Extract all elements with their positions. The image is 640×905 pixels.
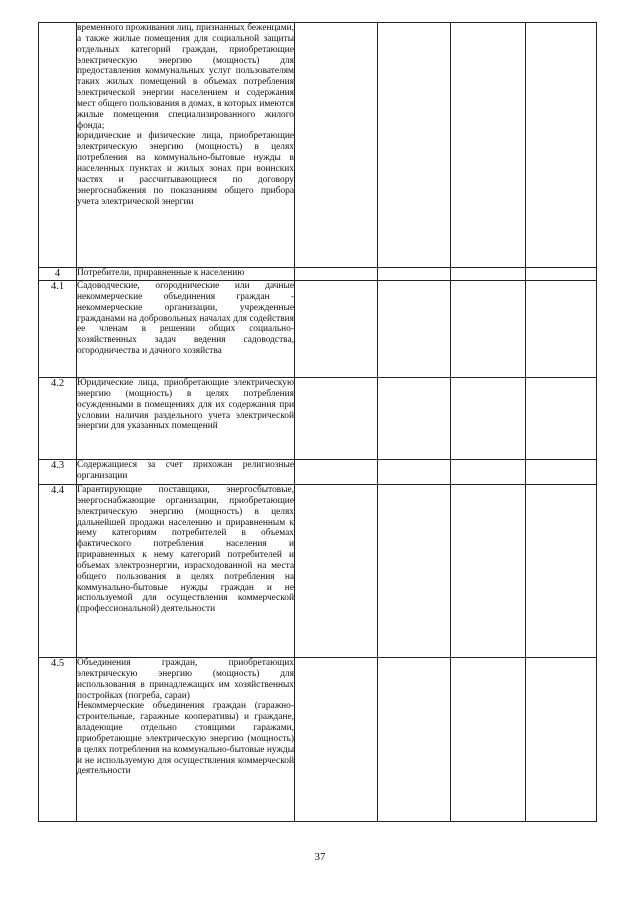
consumer-category-description xyxy=(77,485,295,658)
empty-value-cell xyxy=(451,23,526,268)
description-paragraph: юридические и физические лица, приобретающие электрическую энергию (мощность) в целях потребления на коммунально-бытовые нужды в населенных пунктах и жилых зонах при воинских частях и рассчитывающиеся по договору энергоснабжения по показаниям общего прибора учета электрической энергии xyxy=(77,131,294,207)
row-number xyxy=(39,23,77,268)
description-paragraph: Гарантирующие поставщики, энергосбытовые, энергоснабжающие организации, приобретающие электрическую энергию (мощность) в целях дальнейшей продажи населению и приравненным к нему категориям потребителей в объемах фактического потребления населения и приравненных к нему категорий потребителей и объемах электроэнергии, израсходованной на места общего пользования в целях потребления на коммунально-бытовые нужды граждан и не используемой для осуществления коммерческой (профессиональной) деятельности xyxy=(77,485,294,615)
table-row xyxy=(39,485,597,658)
table-row xyxy=(39,268,597,281)
empty-value-cell xyxy=(295,281,378,378)
description-paragraph: Садоводческие, огороднические или дачные некоммерческие объединения граждан - некоммерческие организации, учрежденные гражданами на добровольных началах для содействия ее членам в решении общих социально-хозяйственных задач ведения садоводства, огородничества и дачного хозяйства xyxy=(77,281,294,357)
table-row xyxy=(39,378,597,460)
empty-value-cell xyxy=(295,378,378,460)
description-paragraph: временного проживания лиц, признанных беженцами, а также жилые помещения для социальной защиты отдельных категорий граждан, приобретающие электрическую энергию (мощность) для предоставления коммунальных услуг пользователям таких жилых помещений в объемах потребления электрической энергии населением и содержания мест общего пользования в домах, в которых имеются жилые помещения специализированного жилого фонда; xyxy=(77,23,294,131)
page-number: 37 xyxy=(314,851,326,863)
description-paragraph: Объединения граждан, приобретающих электрическую энергию (мощность) для использования в принадлежащих им хозяйственных постройках (погреба, сараи) xyxy=(77,658,294,701)
empty-value-cell xyxy=(526,281,597,378)
consumer-category-description xyxy=(77,268,295,281)
consumer-category-description xyxy=(77,658,295,822)
description-paragraph: Юридические лица, приобретающие электрическую энергию (мощность) в целях потребления осужденными в помещениях для их содержания при условии наличия раздельного учета электрической энергии для указанных помещений xyxy=(77,378,294,432)
row-number: 4.2 xyxy=(39,378,77,460)
empty-value-cell xyxy=(451,485,526,658)
empty-value-cell xyxy=(526,23,597,268)
row-number: 4.4 xyxy=(39,485,77,658)
empty-value-cell xyxy=(451,268,526,281)
empty-value-cell xyxy=(378,485,451,658)
table-body xyxy=(39,23,597,822)
empty-value-cell xyxy=(295,460,378,485)
empty-value-cell xyxy=(378,658,451,822)
table-row xyxy=(39,460,597,485)
empty-value-cell xyxy=(378,281,451,378)
empty-value-cell xyxy=(526,658,597,822)
consumer-category-description xyxy=(77,281,295,378)
empty-value-cell xyxy=(378,268,451,281)
row-number: 4 xyxy=(39,268,77,281)
empty-value-cell xyxy=(526,378,597,460)
table-row xyxy=(39,658,597,822)
description-paragraph: Потребители, приравненные к населению xyxy=(77,268,245,278)
empty-value-cell xyxy=(451,281,526,378)
description-paragraph: Некоммерческие объединения граждан (гаражно-строительные, гаражные кооперативы) и граждане, владеющие отдельно стоящими гаражами, приобретающие электрическую энергию (мощность) в целях потребления на коммунально-бытовые нужды и не используемую для осуществления коммерческой деятельности xyxy=(77,701,294,777)
empty-value-cell xyxy=(451,460,526,485)
tariff-consumer-table xyxy=(38,22,597,822)
empty-value-cell xyxy=(295,23,378,268)
row-number: 4.5 xyxy=(39,658,77,822)
row-number: 4.3 xyxy=(39,460,77,485)
consumer-category-description xyxy=(77,378,295,460)
consumer-category-description xyxy=(77,23,295,268)
empty-value-cell xyxy=(378,23,451,268)
description-paragraph: Содержащиеся за счет прихожан религиозные организации xyxy=(77,460,294,481)
empty-value-cell xyxy=(295,658,378,822)
empty-value-cell xyxy=(378,460,451,485)
table-row xyxy=(39,281,597,378)
empty-value-cell xyxy=(451,658,526,822)
empty-value-cell xyxy=(526,460,597,485)
table-row xyxy=(39,23,597,268)
consumer-category-description xyxy=(77,460,295,485)
empty-value-cell xyxy=(451,378,526,460)
empty-value-cell xyxy=(295,268,378,281)
empty-value-cell xyxy=(295,485,378,658)
empty-value-cell xyxy=(526,268,597,281)
row-number: 4.1 xyxy=(39,281,77,378)
empty-value-cell xyxy=(378,378,451,460)
empty-value-cell xyxy=(526,485,597,658)
